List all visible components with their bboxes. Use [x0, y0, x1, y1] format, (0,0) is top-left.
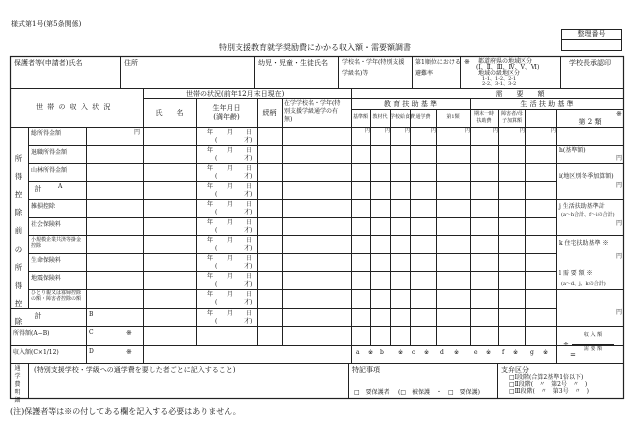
support-stage-3[interactable]: □Ⅲ段階( 〃 第3号 〃 ): [509, 388, 589, 395]
note-j: j 生活扶助基準計: [559, 203, 605, 210]
household-age-open: (: [215, 318, 218, 325]
household-age-open: (: [215, 263, 218, 270]
letter-b: B: [89, 311, 94, 318]
row-casualty-loss: 雑損控除: [31, 203, 56, 210]
yen-unit-income: 円: [134, 129, 141, 136]
row-forest-income: 山林所得金額: [31, 167, 68, 174]
yen-unit-edu-1: 円: [365, 128, 371, 134]
yen-unit-life-1: 円: [465, 128, 471, 134]
household-age-close: 才): [244, 173, 253, 180]
total-g-label: g: [530, 349, 534, 356]
support-stage-2[interactable]: □Ⅱ段階( 〃 第2号 〃 ): [509, 381, 588, 388]
schooling-instruction: (特別支援学校・学級への通学費を要した者ごとに記入すること): [34, 366, 236, 374]
row-earthquake-insurance: 地震保険料: [31, 275, 62, 282]
household-age-close: 才): [244, 281, 253, 288]
household-day-mark: 日: [246, 291, 253, 298]
life-col-seasonal: 期末一時扶助費: [473, 111, 494, 124]
household-day-mark: 日: [246, 183, 253, 190]
total-e-label: e: [474, 349, 478, 356]
total-d-label: d: [440, 349, 444, 356]
household-age-open: (: [215, 209, 218, 216]
household-month-mark: 月: [227, 273, 234, 280]
guardian-type-options[interactable]: (□ 被保護 ・ □ 要保護): [398, 389, 481, 396]
total-b-label: b: [380, 349, 384, 356]
household-age-open: (: [215, 173, 218, 180]
household-day-mark: 日: [246, 219, 253, 226]
region-line-4: 2-2、3-1、3-2: [482, 81, 517, 87]
note-h-yen: 円: [616, 155, 623, 162]
household-age-close: 才): [244, 209, 253, 216]
household-day-mark: 日: [246, 273, 253, 280]
row-subtotal-a: 計: [34, 185, 42, 193]
total-f-label: f: [502, 349, 505, 356]
col-school-header-1: 在学学校名・学年(特: [284, 100, 341, 107]
region-title: 都道府県の地域区分: [478, 58, 533, 65]
demand-title: 需 要 額: [495, 90, 545, 98]
household-day-mark: 日: [246, 310, 253, 317]
yen-unit-edu-4: 円: [431, 128, 437, 134]
household-age-open: (: [215, 299, 218, 306]
total-e-mark: ※: [486, 349, 492, 356]
control-number-label: 整理番号: [577, 30, 606, 38]
ratio-equals: =: [570, 351, 576, 359]
principal-approval-label: 学校長承認印: [569, 59, 611, 67]
row-monthly-income: 収入額(C×1/12): [13, 349, 59, 356]
total-c-mark: ※: [424, 349, 430, 356]
household-age-close: 才): [244, 245, 253, 252]
note-j-yen: 円: [616, 220, 623, 227]
row-subtotal-b: 計: [34, 312, 42, 320]
household-year-mark: 年: [207, 273, 214, 280]
household-age-open: (: [215, 227, 218, 234]
household-day-mark: 日: [246, 147, 253, 154]
col-birth-header-1: 生年月日: [212, 104, 241, 112]
household-month-mark: 月: [227, 183, 234, 190]
yen-unit-edu-3: 円: [405, 128, 411, 134]
note-l-yen: 円: [616, 309, 623, 316]
household-month-mark: 月: [227, 129, 234, 136]
household-day-mark: 日: [246, 255, 253, 262]
household-year-mark: 年: [207, 255, 214, 262]
region-asterisk: ※: [464, 58, 470, 66]
household-age-open: (: [215, 155, 218, 162]
household-year-mark: 年: [207, 310, 214, 317]
total-a-label: a: [356, 349, 360, 356]
region-line-2: 地域の級地区分: [478, 70, 521, 77]
col-birth-header-2: (満年齢): [213, 113, 240, 121]
note-k-yen: 円: [616, 253, 623, 260]
household-year-mark: 年: [207, 147, 214, 154]
row-life-insurance: 生命保険料: [31, 257, 62, 264]
schooling-label: 通 学 費 明 細: [14, 365, 21, 404]
region-line-3: 1-1、1-2、2-1: [482, 76, 517, 82]
household-age-close: 才): [244, 155, 253, 162]
child-name-label: 幼児・児童・生徒氏名: [258, 59, 328, 67]
note-i: i(地区別冬季加算額): [559, 173, 614, 180]
household-age-open: (: [215, 137, 218, 144]
col-school-header-3: 無): [284, 116, 293, 123]
yen-unit-life-3: 円: [520, 128, 526, 134]
total-b-mark: ※: [398, 349, 404, 356]
note-l-sub: (a〜d、j、kの合計): [561, 281, 606, 287]
first-stage-label-2: 避難率: [415, 70, 434, 77]
form-title: 特別支援教育就学奨励費にかかる収入額・需要額調書: [219, 43, 411, 52]
total-c-label: c: [412, 349, 416, 356]
household-year-mark: 年: [207, 129, 214, 136]
yen-unit-life-4: 円: [551, 128, 557, 134]
address-label: 住所: [124, 59, 138, 67]
ratio-numerator: 収 入 額: [583, 332, 603, 338]
letter-a: A: [58, 183, 63, 190]
household-age-open: (: [215, 281, 218, 288]
row-small-business: 小規模企業共済等掛金控除: [31, 237, 82, 249]
household-month-mark: 月: [227, 310, 234, 317]
support-stage-1[interactable]: □Ⅰ段階(合算2基準1倍以下): [509, 374, 584, 381]
household-age-open: (: [215, 191, 218, 198]
guardian-name-label: 保護者等(申請者)氏名: [14, 59, 83, 67]
yen-unit-edu-2: 円: [385, 128, 391, 134]
footnote: (注)保護者等は※の付してある欄を記入する必要はありません。: [10, 407, 241, 416]
income-section-title: 世 帯 の 収 入 状 況: [36, 103, 112, 111]
total-g-mark: ※: [543, 349, 549, 356]
col-school-header-2: 別支援学級通学の有: [284, 108, 339, 115]
guardian-type-required[interactable]: □ 要保護者: [354, 389, 390, 396]
side-deduction-label: 控 除 前 の 所 得 控 除: [14, 190, 23, 327]
form-number: 様式第1号(第5条関係): [11, 20, 82, 28]
household-year-mark: 年: [207, 201, 214, 208]
household-age-close: 才): [244, 299, 253, 306]
row-single-parent: ひとり親又は寡婦控除の額・障害者控除の額: [31, 290, 82, 302]
letter-d: D: [89, 348, 94, 355]
letter-c: C: [89, 329, 94, 336]
edu-col-commute: 通学費: [415, 114, 431, 120]
household-day-mark: 日: [246, 201, 253, 208]
household-title: 世帯の状況(前年12月末日現在): [186, 90, 285, 98]
income-amount-asterisk: ※: [126, 329, 132, 337]
household-day-mark: 日: [246, 165, 253, 172]
note-h: h(基準額): [559, 147, 586, 154]
household-year-mark: 年: [207, 183, 214, 190]
edu-col-standard: 基準額: [352, 114, 368, 120]
household-year-mark: 年: [207, 165, 214, 172]
row-income-amount: 所得額(A−B): [13, 330, 50, 337]
household-age-close: 才): [244, 263, 253, 270]
special-notes-label: 特記事項: [352, 366, 380, 374]
total-d-mark: ※: [454, 349, 460, 356]
household-day-mark: 日: [246, 237, 253, 244]
first-stage-label-1: 第1順位における: [415, 59, 461, 66]
note-l: l 需 要 額 ※: [559, 270, 593, 277]
household-month-mark: 月: [227, 165, 234, 172]
household-age-close: 才): [244, 137, 253, 144]
col-relation-header: 続柄: [262, 109, 277, 117]
col-name-header: 氏 名: [155, 109, 184, 117]
household-age-close: 才): [244, 318, 253, 325]
household-month-mark: 月: [227, 219, 234, 226]
household-age-close: 才): [244, 191, 253, 198]
edu-col-materials: 教材代: [372, 114, 388, 120]
life-col-first: 第1類: [446, 114, 460, 120]
household-month-mark: 月: [227, 201, 234, 208]
household-year-mark: 年: [207, 219, 214, 226]
life-col-second: 第 2 類: [578, 118, 602, 126]
region-line-1: (Ⅰ、Ⅱ、Ⅲ、Ⅳ、Ⅴ、Ⅵ): [476, 64, 540, 71]
note-i-yen: 円: [616, 182, 623, 189]
school-grade-label-1: 学校名・学年(特別支援: [342, 59, 405, 66]
ratio-divide: ÷: [563, 340, 569, 348]
support-category-label: 支弁区分: [501, 366, 529, 374]
school-grade-label-2: 学級名)等: [342, 70, 369, 77]
yen-unit-life-2: 円: [493, 128, 499, 134]
household-month-mark: 月: [227, 237, 234, 244]
ratio-denominator: 需 要 額: [583, 346, 603, 352]
row-social-insurance: 社会保険料: [31, 221, 62, 228]
edu-col-lunch: 学校給食費: [390, 114, 416, 120]
total-a-mark: ※: [368, 349, 374, 356]
total-f-mark: ※: [513, 349, 519, 356]
education-title: 教 育 扶 助 基 準: [383, 100, 438, 108]
side-income-label: 所 得: [14, 154, 23, 182]
household-age-close: 才): [244, 227, 253, 234]
household-month-mark: 月: [227, 291, 234, 298]
household-year-mark: 年: [207, 291, 214, 298]
household-month-mark: 月: [227, 255, 234, 262]
life-col-additions: 障害者/母子加算額: [501, 111, 523, 124]
household-age-open: (: [215, 245, 218, 252]
household-month-mark: 月: [227, 147, 234, 154]
life-title: 生 活 扶 助 基 準: [520, 100, 574, 108]
household-day-mark: 日: [246, 129, 253, 136]
monthly-income-asterisk: ※: [126, 348, 132, 356]
row-total-income: 総所得金額: [31, 130, 62, 137]
household-year-mark: 年: [207, 237, 214, 244]
note-j-sub: (a〜h合計、f〜iの合計): [561, 212, 615, 218]
life-col2-asterisk: ※: [616, 110, 622, 118]
note-k: k 住宅扶助基準 ※: [559, 240, 609, 247]
row-retirement-income: 退職所得金額: [31, 149, 68, 156]
